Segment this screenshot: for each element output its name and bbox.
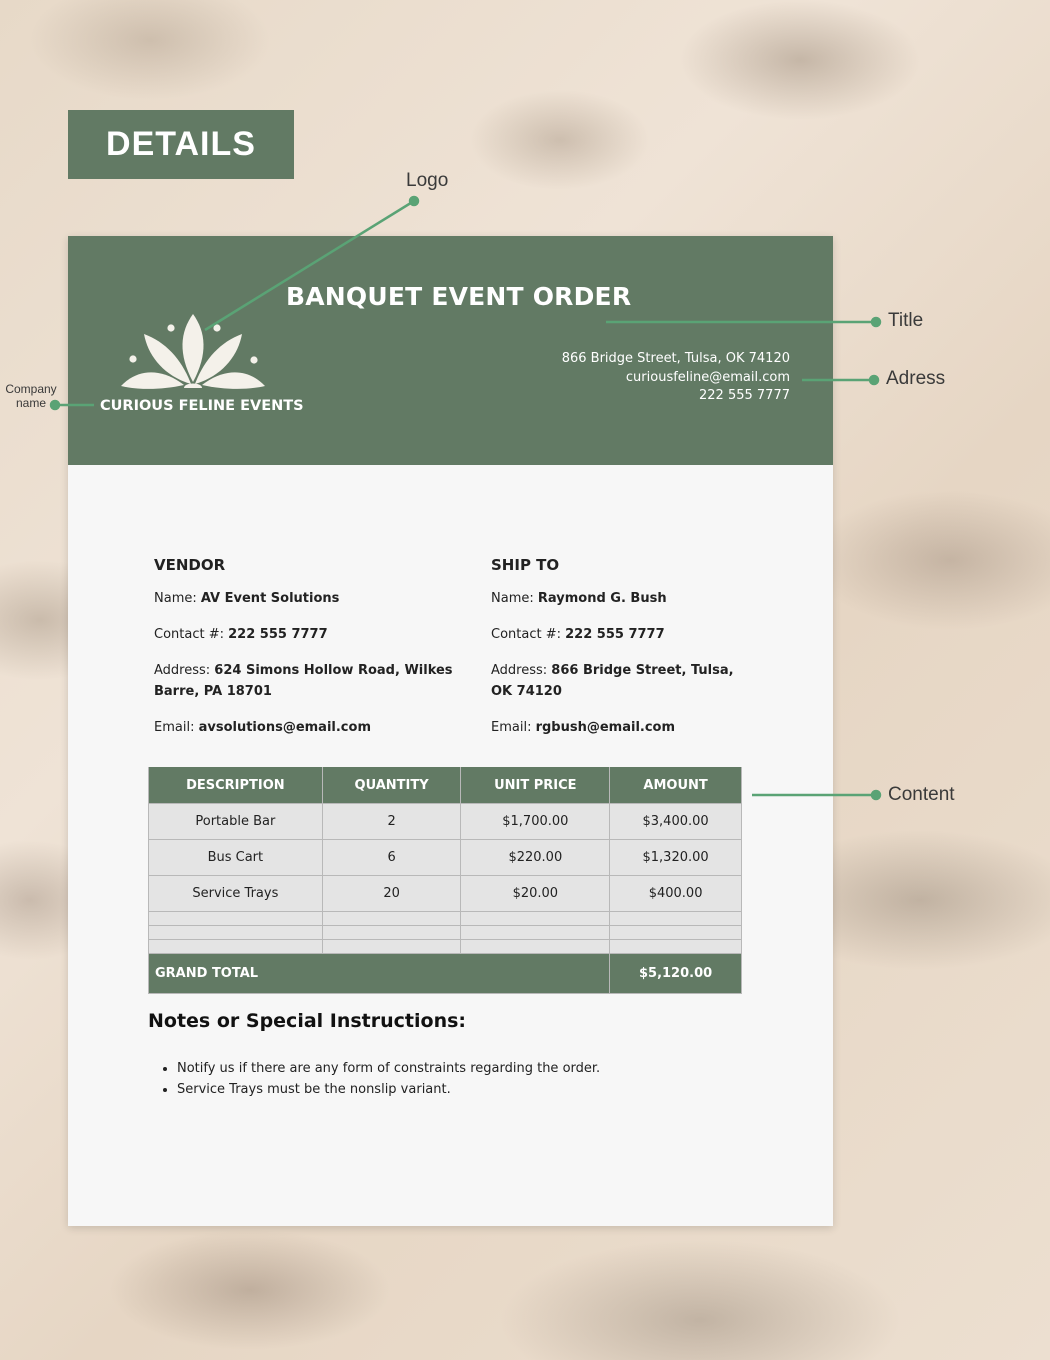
ship-to-email-label: Email:: [491, 720, 532, 735]
note-item: • Service Trays must be the nonslip variant.: [177, 1079, 600, 1100]
grand-total-label: GRAND TOTAL: [149, 954, 610, 994]
callout-address-label: Adress: [886, 368, 946, 389]
vendor-contact-label: Contact #:: [154, 627, 224, 642]
content-callout-dot: [872, 791, 880, 799]
vendor-name: AV Event Solutions: [200, 591, 340, 606]
ship-to-name-label: Name:: [491, 591, 534, 606]
company-name: CURIOUS FELINE EVENTS: [100, 398, 304, 414]
callout-content-label: Content: [888, 784, 955, 805]
details-badge: DETAILS: [68, 110, 294, 179]
cell-quantity: 6: [322, 840, 461, 876]
company-callout-dot: [51, 401, 59, 409]
vendor-address: 624 Simons Hollow Road, Wilkes Barre, PA 18701: [154, 663, 453, 699]
ship-to-address-label: Address:: [491, 663, 548, 678]
cell-unit-price: $1,700.00: [461, 804, 610, 840]
callout-company-line1: Company: [5, 382, 57, 396]
vendor-name-label: Name:: [154, 591, 197, 606]
vendor-contact: 222 555 7777: [228, 627, 328, 642]
cell-description: Service Trays: [149, 876, 323, 912]
address-callout-dot: [870, 376, 878, 384]
cell-description: Bus Cart: [149, 840, 323, 876]
header-address-line: 866 Bridge Street, Tulsa, OK 74120: [561, 351, 790, 366]
cell-amount: $3,400.00: [610, 804, 742, 840]
ship-to-contact: 222 555 7777: [565, 627, 665, 642]
ship-to-address: 866 Bridge Street, Tulsa, OK 74120: [491, 663, 734, 699]
document-title: BANQUET EVENT ORDER: [286, 282, 632, 311]
column-header-description: DESCRIPTION: [149, 767, 323, 804]
logo-callout-line: [205, 201, 414, 330]
vendor-address-label: Address:: [154, 663, 211, 678]
column-header-unit-price: UNIT PRICE: [461, 767, 610, 804]
grand-total-value: $5,120.00: [610, 954, 742, 994]
notes-title: Notes or Special Instructions:: [148, 1010, 467, 1032]
callout-logo-label: Logo: [406, 170, 449, 191]
callout-company-line2: name: [15, 396, 47, 410]
vendor-email: avsolutions@email.com: [198, 720, 371, 735]
cell-quantity: 20: [322, 876, 461, 912]
ship-to-name: Raymond G. Bush: [537, 591, 667, 606]
vendor-email-label: Email:: [154, 720, 195, 735]
column-header-quantity: QUANTITY: [322, 767, 461, 804]
cell-description: Portable Bar: [149, 804, 323, 840]
ship-to-heading: SHIP TO: [491, 556, 560, 574]
header-phone: 222 555 7777: [699, 388, 790, 403]
ship-to-email: rgbush@email.com: [535, 720, 676, 735]
note-item: • Notify us if there are any form of constraints regarding the order.: [177, 1058, 600, 1079]
column-header-amount: AMOUNT: [610, 767, 742, 804]
ship-to-contact-label: Contact #:: [491, 627, 561, 642]
cell-quantity: 2: [322, 804, 461, 840]
cell-unit-price: $20.00: [461, 876, 610, 912]
title-callout-dot: [872, 318, 880, 326]
cell-amount: $1,320.00: [610, 840, 742, 876]
header-email: curiousfeline@email.com: [625, 369, 790, 385]
logo-callout-dot: [410, 197, 418, 205]
cell-amount: $400.00: [610, 876, 742, 912]
callout-title-label: Title: [888, 310, 924, 331]
vendor-heading: VENDOR: [154, 556, 226, 574]
cell-unit-price: $220.00: [461, 840, 610, 876]
